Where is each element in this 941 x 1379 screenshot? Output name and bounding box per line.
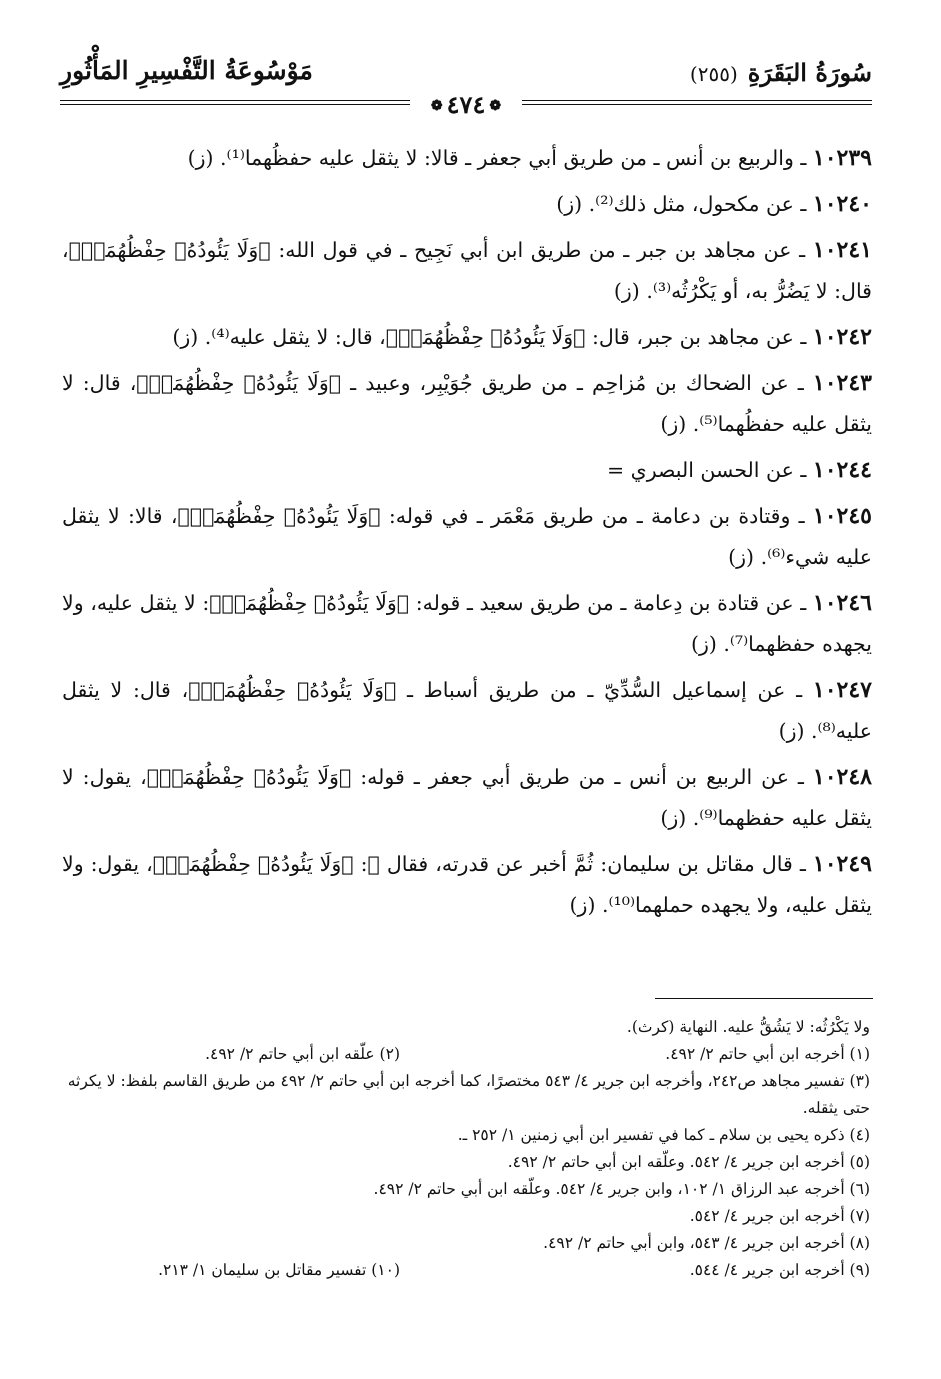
footnote-8: (٨) أخرجه ابن جرير ٤/ ٥٤٣، وابن أبي حاتم ٢/ ٤٩٢. bbox=[543, 1234, 870, 1252]
page-number-block bbox=[410, 90, 522, 119]
entry-number: ١٠٢٤٥ bbox=[812, 503, 872, 529]
ornament-icon: ❁ bbox=[489, 98, 502, 114]
entry-text: ـ عن إسماعيل السُّدِّيّ ـ من طريق أسباط ـ ﴿وَلَا يَئُودُهُۥ حِفْظُهُمَاۚ﴾، قال: لا يثقل عليه⁽⁸⁾. (ز) bbox=[62, 678, 872, 743]
entry-10240 bbox=[62, 184, 872, 225]
footnote-7: (٧) أخرجه ابن جرير ٤/ ٥٤٢. bbox=[689, 1207, 870, 1225]
entry-text: ـ عن الربيع بن أنس ـ من طريق أبي جعفر ـ قوله: ﴿وَلَا يَئُودُهُۥ حِفْظُهُمَاۚ﴾، يقول: لا يثقل عليه حفظهما⁽⁹⁾. (ز) bbox=[62, 765, 872, 830]
entry-text: ـ عن مجاهد بن جبر، قال: ﴿وَلَا يَئُودُهُۥ حِفْظُهُمَاۚ﴾، قال: لا يثقل عليه⁽⁴⁾. (ز) bbox=[172, 325, 807, 349]
entry-text: ـ عن الضحاك بن مُزاحِم ـ من طريق جُوَيْبِر، وعبيد ـ ﴿وَلَا يَئُودُهُۥ حِفْظُهُمَاۚ﴾، قال: لا يثقل عليه حفظُهما⁽⁵⁾. (ز) bbox=[62, 371, 872, 436]
book-title: مَوْسُوعَةُ التَّفْسِيرِ المَأْثُورِ bbox=[60, 56, 313, 85]
entry-10244 bbox=[62, 450, 872, 491]
entry-number: ١٠٢٤٢ bbox=[812, 324, 872, 350]
footnote-row bbox=[62, 1041, 870, 1068]
entry-10242 bbox=[62, 317, 872, 358]
entry-number: ١٠٢٤٨ bbox=[812, 764, 872, 790]
footnote-9: (٩) أخرجه ابن جرير ٤/ ٥٤٤. bbox=[689, 1261, 870, 1279]
surah-heading bbox=[690, 58, 872, 87]
surah-name: سُورَةُ البَقَرَةِ bbox=[747, 58, 872, 87]
entry-text: ـ عن قتادة بن دِعامة ـ من طريق سعيد ـ قوله: ﴿وَلَا يَئُودُهُۥ حِفْظُهُمَاۚ﴾: لا يثقل عليه، ولا يجهده حفظهما⁽⁷⁾. (ز) bbox=[62, 591, 872, 656]
footnote-5: (٥) أخرجه ابن جرير ٤/ ٥٤٢. وعلّقه ابن أبي حاتم ٢/ ٤٩٢. bbox=[507, 1153, 870, 1171]
entry-10247 bbox=[62, 670, 872, 752]
page-number: ٤٧٤ bbox=[446, 90, 486, 119]
ornament-icon: ❁ bbox=[430, 98, 443, 114]
entry-text: ـ عن مجاهد بن جبر ـ من طريق ابن أبي نَجِيح ـ في قول الله: ﴿وَلَا يَئُودُهُۥ حِفْظُهُمَاۚ﴾، قال: لا يَضُرُّ به، أو يَكْرُثُه⁽³⁾. (ز) bbox=[62, 238, 872, 303]
footnote-10: (١٠) تفسير مقاتل بن سليمان ١/ ٢١٣. bbox=[158, 1261, 400, 1279]
entry-number: ١٠٢٤٦ bbox=[812, 590, 872, 616]
page-header bbox=[60, 52, 872, 122]
entry-number: ١٠٢٣٩ bbox=[812, 145, 872, 171]
entry-number: ١٠٢٤٧ bbox=[812, 677, 872, 703]
entry-10241 bbox=[62, 230, 872, 312]
footnote-3: (٣) تفسير مجاهد ص٢٤٢، وأخرجه ابن جرير ٤/ ٥٤٣ مختصرًا، كما أخرجه ابن أبي حاتم ٢/ ٤٩٢ من طريق القاسم بلفظ: لا يكرثه حتى يثقله. bbox=[67, 1072, 870, 1117]
entry-number: ١٠٢٤٣ bbox=[812, 370, 872, 396]
footnote-1: (١) أخرجه ابن أبي حاتم ٢/ ٤٩٢. bbox=[665, 1045, 870, 1063]
footnote-4: (٤) ذكره يحيى بن سلام ـ كما في تفسير ابن أبي زمنين ١/ ٢٥٢ ـ. bbox=[457, 1126, 870, 1144]
main-text bbox=[62, 138, 872, 931]
entry-number: ١٠٢٤١ bbox=[812, 237, 872, 263]
footnote-continuation: ولا يَكْرُثُه: لا يَشُقُّ عليه. النهاية (كرث). bbox=[626, 1018, 870, 1036]
entry-10243 bbox=[62, 363, 872, 445]
header-rule bbox=[60, 90, 872, 118]
footnote-row bbox=[62, 1257, 870, 1284]
footnote-separator bbox=[655, 998, 873, 999]
entry-text: ـ عن مكحول، مثل ذلك⁽²⁾. (ز) bbox=[556, 192, 807, 216]
entry-10239 bbox=[62, 138, 872, 179]
entry-text: ـ قال مقاتل بن سليمان: ثُمَّ أخبر عن قدرته، فقال ﷻ: ﴿وَلَا يَئُودُهُۥ حِفْظُهُمَاۚ﴾، يقول: ولا يثقل عليه، ولا يجهده حملهما⁽¹⁰⁾. (ز) bbox=[62, 852, 872, 917]
entry-text: ـ والربيع بن أنس ـ من طريق أبي جعفر ـ قالا: لا يثقل عليه حفظُهما⁽¹⁾. (ز) bbox=[187, 146, 807, 170]
footnote-2: (٢) علّقه ابن أبي حاتم ٢/ ٤٩٢. bbox=[205, 1045, 400, 1063]
entry-10245 bbox=[62, 496, 872, 578]
header-rule-left bbox=[60, 100, 410, 105]
entry-10248 bbox=[62, 757, 872, 839]
entry-number: ١٠٢٤٤ bbox=[812, 457, 872, 483]
entry-number: ١٠٢٤٩ bbox=[812, 851, 872, 877]
ayah-number: (٢٥٥) bbox=[689, 62, 738, 86]
entry-text: ـ وقتادة بن دعامة ـ من طريق مَعْمَر ـ في قوله: ﴿وَلَا يَئُودُهُۥ حِفْظُهُمَاۚ﴾، قالا: لا يثقل عليه شيء⁽⁶⁾. (ز) bbox=[62, 504, 872, 569]
entry-number: ١٠٢٤٠ bbox=[812, 191, 872, 217]
header-rule-right bbox=[522, 100, 872, 105]
entry-text: ـ عن الحسن البصري = bbox=[606, 458, 807, 482]
footnote-6: (٦) أخرجه عبد الرزاق ١/ ١٠٢، وابن جرير ٤/ ٥٤٢. وعلّقه ابن أبي حاتم ٢/ ٤٩٢. bbox=[373, 1180, 870, 1198]
entry-10249 bbox=[62, 844, 872, 926]
entry-10246 bbox=[62, 583, 872, 665]
footnotes bbox=[62, 1014, 870, 1284]
